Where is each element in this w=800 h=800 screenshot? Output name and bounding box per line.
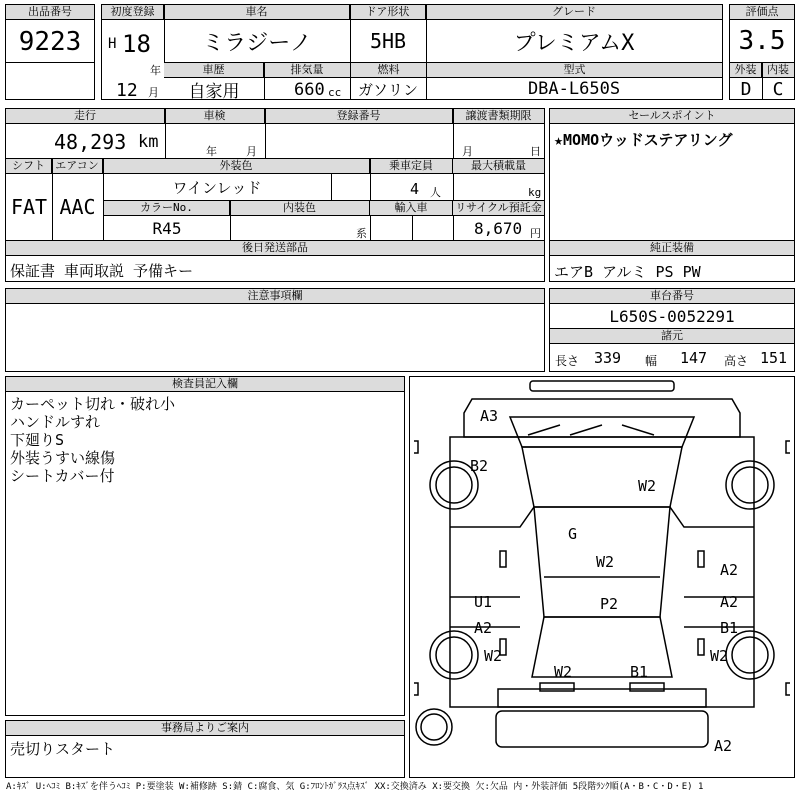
reg-month: 12: [116, 80, 138, 101]
load-unit: kg: [528, 186, 542, 199]
legend: A:ｷｽﾞ U:ﾍｺﾐ B:ｷｽﾞを伴うﾍｺﾐ P:要塗装 W:補修跡 S:錆 C:腐食、気 G:ﾌﾛﾝﾄｶﾞﾗｽ点ｷｽﾞ XX:交換済み X:要交換 欠:欠品 内・外装評価 5段階ﾗﾝｸ順(A・B・C・D・E) 1: [6, 782, 704, 792]
lot-number: 9223: [18, 27, 82, 57]
inspector-line: シートカバー付: [10, 467, 115, 485]
recycle-unit: 円: [530, 227, 541, 240]
inspection-month-unit: 月: [246, 145, 257, 158]
fuel-label: 燃料: [351, 63, 426, 78]
plate-label: 登録番号: [265, 109, 453, 124]
office-label: 事務局よりご案内: [6, 721, 404, 736]
damage-mark: A2: [720, 561, 739, 579]
transfer-month-unit: 月: [462, 145, 473, 158]
equipment-value: エアB アルミ PS PW: [554, 263, 701, 281]
recycle-value: 8,670: [474, 219, 523, 238]
mileage-unit: km: [138, 132, 159, 152]
seats-label: 乗車定員: [370, 159, 453, 174]
exterior-label: 外装: [730, 63, 762, 78]
inspection-label: 車検: [165, 109, 265, 124]
damage-mark: W2: [710, 647, 729, 665]
shift-value: FAT: [10, 195, 48, 219]
damage-mark: W2: [554, 663, 573, 681]
reg-year: 18: [122, 30, 151, 58]
chassis-label: 車台番号: [550, 289, 794, 304]
damage-mark: A2: [474, 619, 493, 637]
chassis-value: L650S-0052291: [609, 306, 735, 326]
exterior-grade: D: [740, 78, 752, 100]
recycle-label: リサイクル預託金: [453, 201, 544, 216]
inspector-line: ハンドルすれ: [10, 413, 101, 431]
ac-label: エアコン: [52, 159, 103, 174]
sales-point-label: セールスポイント: [550, 109, 794, 124]
damage-mark: B1: [720, 619, 739, 637]
shift-label: シフト: [6, 159, 52, 174]
lot-label: 出品番号: [6, 5, 94, 20]
grade-label: グレード: [426, 5, 722, 20]
era: H: [108, 36, 117, 52]
seats-value: 4: [410, 180, 420, 198]
sales-point-value: ★MOMOウッドステアリング: [554, 131, 733, 149]
transfer-day-unit: 日: [530, 145, 541, 158]
reg-label: 初度登録: [102, 5, 164, 20]
interior-color-label: 内装色: [230, 201, 370, 216]
later-items-label: 後日発送部品: [6, 241, 544, 256]
mileage-label: 走行: [6, 109, 165, 124]
damage-mark: B1: [630, 663, 649, 681]
damage-mark: B2: [470, 457, 489, 475]
damage-mark: A2: [720, 593, 739, 611]
model-value: DBA-L650S: [527, 79, 621, 99]
damage-mark: W2: [638, 477, 657, 495]
color-number-value: R45: [152, 218, 182, 238]
load-label: 最大積載量: [453, 159, 544, 174]
office-value: 売切りスタート: [10, 740, 116, 758]
damage-mark: A3: [480, 407, 499, 425]
ac-value: AAC: [59, 195, 96, 219]
color-number-label: カラーNo.: [104, 201, 230, 216]
inspector-label: 検査員記入欄: [6, 377, 404, 392]
score-value: 3.5: [738, 26, 786, 56]
inspector-line: 下廻りS: [10, 431, 65, 449]
import-label: 輸入車: [370, 201, 453, 216]
damage-mark: A2: [714, 737, 733, 755]
year-unit: 年: [150, 64, 161, 77]
mileage-value: 48,293: [54, 130, 127, 154]
damage-mark: U1: [474, 593, 493, 611]
door-label: ドア形状: [350, 5, 426, 20]
inspector-line: カーペット切れ・破れ小: [10, 395, 176, 413]
displacement-value: 660: [294, 80, 325, 100]
name-label: 車名: [164, 5, 350, 20]
equipment-label: 純正装備: [550, 241, 794, 256]
damage-mark: W2: [484, 647, 503, 665]
dims-label: 諸元: [550, 329, 794, 344]
displacement-label: 排気量: [264, 63, 350, 78]
color-value: ワインレッド: [172, 178, 262, 197]
damage-mark: G: [568, 525, 578, 543]
interior-label: 内装: [762, 63, 794, 78]
history-label: 車歴: [164, 63, 264, 78]
height-value: 151: [760, 349, 788, 367]
score-label: 評価点: [730, 5, 794, 20]
transfer-label: 譲渡書類期限: [453, 109, 544, 124]
damage-mark: P2: [600, 595, 619, 613]
grade: プレミアムX: [513, 30, 635, 56]
height-label: 高さ: [724, 354, 749, 368]
width-label: 幅: [645, 354, 658, 368]
car-diagram: [409, 376, 795, 778]
length-label: 長さ: [555, 354, 580, 368]
notes-label: 注意事項欄: [6, 289, 544, 304]
door-type: 5HB: [369, 29, 407, 53]
car-name: ミラジーノ: [202, 30, 312, 56]
history-value: 自家用: [188, 81, 240, 100]
width-value: 147: [680, 349, 708, 367]
model-label: 型式: [427, 63, 722, 78]
interior-grade: C: [772, 78, 784, 100]
later-items-value: 保証書 車両取説 予備キー: [10, 262, 194, 280]
inspector-line: 外装うすい線傷: [10, 449, 116, 467]
length-value: 339: [594, 349, 622, 367]
month-unit: 月: [148, 86, 159, 99]
seats-unit: 人: [430, 186, 441, 199]
inspection-year-unit: 年: [206, 145, 217, 158]
fuel-value: ガソリン: [357, 80, 418, 99]
displacement-unit: cc: [328, 86, 342, 99]
damage-mark: W2: [596, 553, 615, 571]
color-label: 外装色: [103, 159, 370, 174]
interior-color-unit: 系: [356, 227, 367, 240]
